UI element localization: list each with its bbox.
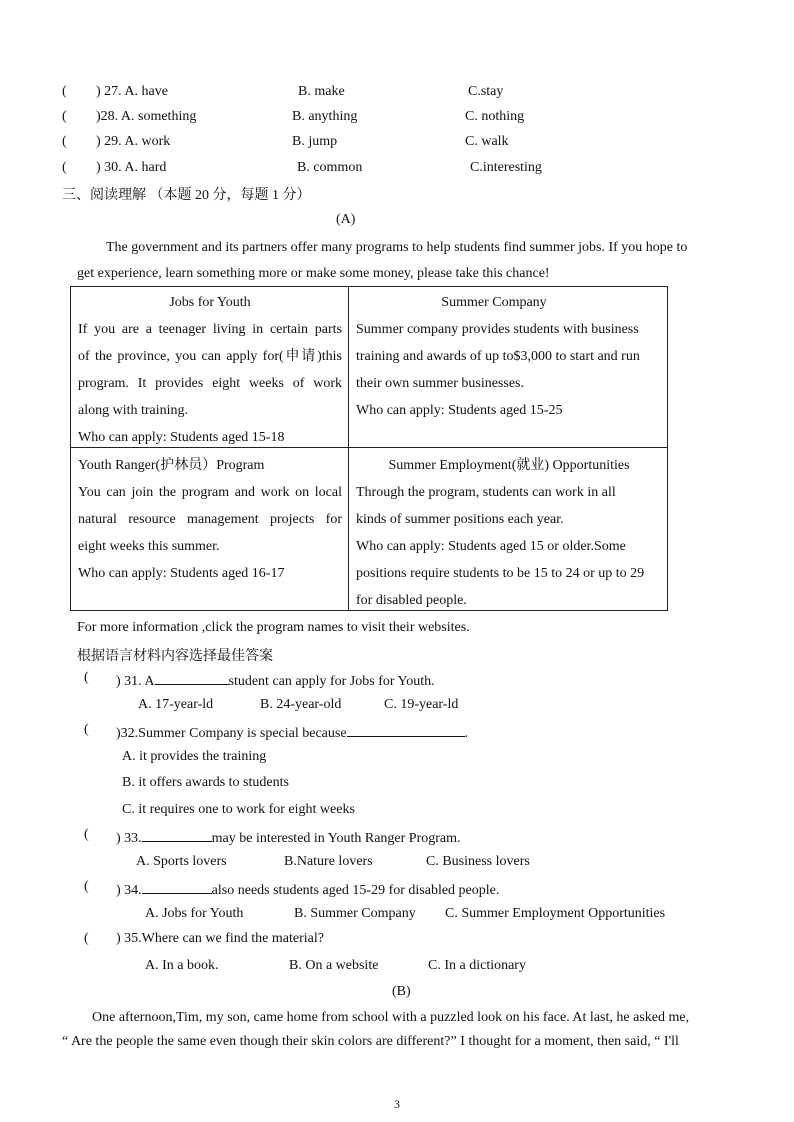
option-b: B. jump (292, 134, 338, 149)
option-a: A. Sports lovers (136, 854, 227, 869)
question-text: ) 35.Where can we find the material? (116, 931, 324, 946)
program-text: Summer company provides students with business (356, 322, 639, 337)
program-title-link[interactable]: Summer Company (441, 295, 547, 310)
eligibility-text: Who can apply: Students aged 15-25 (356, 403, 563, 418)
answer-paren: ( (84, 931, 89, 946)
option-c: C. Summer Employment Opportunities (445, 906, 666, 921)
question-text: )32.Summer Company is special because (116, 726, 347, 741)
option-c: C. nothing (465, 109, 525, 124)
answer-blank (347, 722, 465, 737)
more-info-text: For more information ,click the program names to visit their websites. (77, 620, 470, 635)
program-text: program. It provides eight weeks of work (78, 376, 342, 391)
option-b: B. make (298, 84, 345, 99)
section-heading: 三、阅读理解 （本题 20 分，每题 1 分） (62, 188, 311, 203)
question-stem (116, 670, 435, 690)
instruction-text: 根据语言材料内容选择最佳答案 (77, 649, 273, 664)
answer-paren: ( (62, 160, 67, 175)
program-title-link[interactable]: Summer Employment(就业) Opportunities (388, 458, 630, 473)
option-c: C. walk (465, 134, 509, 149)
option-a: A. Jobs for Youth (145, 906, 244, 921)
program-text: If you are a teenager living in certain parts (78, 322, 342, 337)
intro-text: get experience, learn something more or make some money, please take this chance! (77, 266, 550, 281)
answer-paren: ( (84, 670, 89, 685)
program-text: natural resource management projects for (78, 512, 342, 527)
program-text: eight weeks this summer. (78, 539, 220, 554)
eligibility-text: Who can apply: Students aged 16-17 (78, 566, 285, 581)
program-title-link[interactable]: Youth Ranger(护林员）Program (78, 458, 265, 473)
question-text: . (464, 726, 469, 741)
program-table (70, 286, 668, 611)
program-cell-summer-employment (356, 452, 662, 614)
passage-text: One afternoon,Tim, my son, came home from school with a puzzled look on his face. At last, he asked me, (92, 1010, 690, 1025)
program-text: for disabled people. (356, 593, 467, 608)
question-stem (116, 879, 499, 899)
option-a: A. 17-year-ld (138, 697, 214, 712)
option-b: B. 24-year-old (260, 697, 342, 712)
program-title-link[interactable]: Jobs for Youth (169, 295, 251, 310)
option-b: B. On a website (289, 958, 379, 973)
option-c: C. it requires one to work for eight weeks (122, 802, 355, 817)
question-text: student can apply for Jobs for Youth. (228, 674, 435, 689)
intro-text: The government and its partners offer many programs to help students find summer jobs. If you hope to (106, 240, 688, 255)
answer-paren: ( (62, 84, 67, 99)
option-a: A. it provides the training (122, 749, 267, 764)
eligibility-text: Who can apply: Students aged 15-18 (78, 430, 285, 445)
program-cell-summer-company (356, 289, 662, 424)
answer-paren: ( (62, 109, 67, 124)
answer-paren: ( (62, 134, 67, 149)
program-text: Through the program, students can work in all (356, 485, 616, 500)
answer-paren: ( (84, 879, 89, 894)
program-text: training and awards of up to$3,000 to start and run (356, 349, 640, 364)
answer-blank (155, 670, 229, 685)
program-text: You can join the program and work on local (78, 485, 342, 500)
option-c: C.stay (468, 84, 504, 99)
answer-paren: ( (84, 827, 89, 842)
option-c: C. Business lovers (426, 854, 530, 869)
page-number: 3 (394, 1097, 400, 1111)
program-text: of the province, you can apply for(申请)this (78, 349, 342, 364)
passage-text: “ Are the people the same even though their skin colors are different?” I thought for a moment, then said, “ I'll (62, 1034, 679, 1049)
question-stem (116, 827, 461, 847)
question-text: may be interested in Youth Ranger Program. (211, 831, 461, 846)
table-divider (348, 287, 349, 610)
program-cell-youth-ranger (78, 452, 342, 587)
option-b: B. common (297, 160, 363, 175)
program-text: Who can apply: Students aged 15 or older.Some (356, 539, 626, 554)
option-c: C. In a dictionary (428, 958, 526, 973)
program-text: positions require students to be 15 to 24 or up to 29 (356, 566, 645, 581)
option-b: B. Summer Company (294, 906, 416, 921)
question-stem (116, 722, 468, 742)
option-b: B. it offers awards to students (122, 775, 289, 790)
question-number: ) 29. A. work (96, 134, 171, 149)
passage-label: (B) (392, 984, 411, 999)
question-text: ) 34. (116, 883, 142, 898)
option-c: C. 19-year-ld (384, 697, 459, 712)
option-c: C.interesting (470, 160, 542, 175)
program-text: along with training. (78, 403, 189, 418)
option-a: A. In a book. (145, 958, 219, 973)
program-cell-jobs-for-youth (78, 289, 342, 451)
program-text: kinds of summer positions each year. (356, 512, 564, 527)
answer-blank (142, 879, 212, 894)
question-number: ) 30. A. hard (96, 160, 167, 175)
answer-blank (142, 827, 212, 842)
question-number: )28. A. something (96, 109, 197, 124)
passage-label: (A) (336, 212, 356, 227)
answer-paren: ( (84, 722, 89, 737)
question-text: also needs students aged 15-29 for disabled people. (211, 883, 500, 898)
question-number: ) 27. A. have (96, 84, 168, 99)
option-b: B. anything (292, 109, 358, 124)
question-text: ) 31. A (116, 674, 155, 689)
program-text: their own summer businesses. (356, 376, 524, 391)
option-b: B.Nature lovers (284, 854, 373, 869)
question-text: ) 33. (116, 831, 142, 846)
